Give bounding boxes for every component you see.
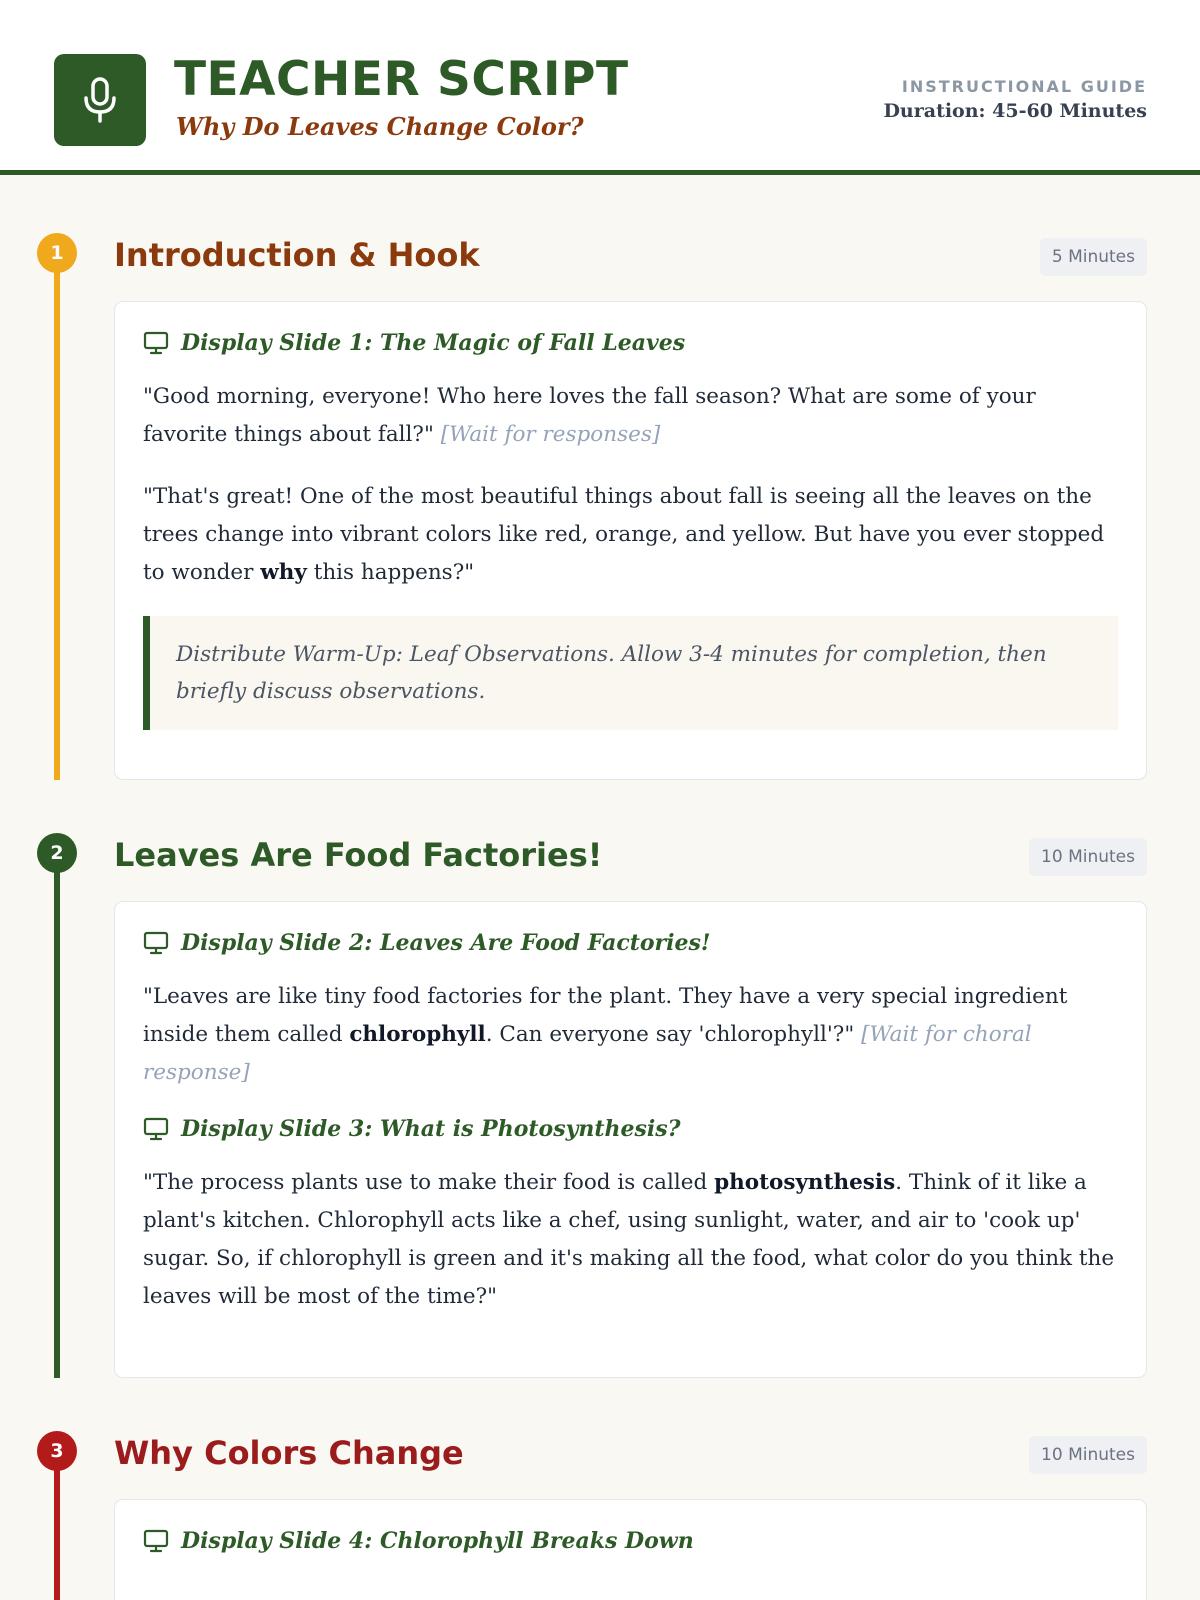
section-duration-2: 10 Minutes [1029,838,1147,876]
monitor-icon [143,1117,169,1141]
section-title-2: Leaves Are Food Factories! [114,836,603,874]
teacher-note: Distribute Warm-Up: Leaf Observations. Allow 3-4 minutes for completion, then briefly discuss observations. [143,616,1118,730]
teacher-cue: [Wait for choral response] [143,1022,1032,1085]
timeline-line-3 [54,1450,60,1600]
logo [54,54,146,146]
slide-cue [143,1116,1118,1142]
script-paragraph: "That's great! One of the most beautiful things about fall is seeing all the leaves on the trees change into vibrant colors like red, orange, and yellow. But have you ever stopped to wonder why this happens?" [143,484,1105,585]
monitor-icon [143,1529,169,1553]
slide-cue [143,330,1118,356]
slide-cue [143,1528,1118,1554]
section-number-1: 1 [37,233,77,273]
slide-label: Display Slide 3: What is Photosynthesis? [181,1116,681,1142]
timeline-line-2 [54,852,60,1378]
page-title: TEACHER SCRIPT [174,52,629,107]
section-title-1: Introduction & Hook [114,236,480,274]
section-card-2 [114,901,1147,1378]
timeline-line-1 [54,252,60,780]
section-duration-1: 5 Minutes [1040,238,1147,276]
script-paragraph: "Leaves are like tiny food factories for the plant. They have a very special ingredient inside them called chlorophyll. Can everyone say 'chlorophyll'?" [Wait for choral response] [143,984,1068,1085]
microphone-icon [80,76,120,124]
monitor-icon [143,331,169,355]
slide-label: Display Slide 1: The Magic of Fall Leaves [181,330,686,356]
section-number-2: 2 [37,833,77,873]
slide-cue [143,930,1118,956]
section-card-3 [114,1499,1147,1600]
page-subtitle: Why Do Leaves Change Color? [176,112,584,141]
section-card-1 [114,301,1147,780]
total-duration: Duration: 45-60 Minutes [883,100,1147,122]
teacher-cue: [Wait for responses] [440,422,661,447]
guide-label: INSTRUCTIONAL GUIDE [901,77,1147,96]
slide-label: Display Slide 4: Chlorophyll Breaks Down [181,1528,694,1554]
page-header [0,0,1200,175]
section-duration-3: 10 Minutes [1029,1436,1147,1474]
section-number-3: 3 [37,1431,77,1471]
monitor-icon [143,931,169,955]
slide-label: Display Slide 2: Leaves Are Food Factories! [181,930,711,956]
script-paragraph: "The process plants use to make their food is called photosynthesis. Think of it like a plant's kitchen. Chlorophyll acts like a chef, using sunlight, water, and air to 'cook up' sugar. So, if chlorophyll is green and it's making all the food, what color do you think the leaves will be most of the time?" [143,1170,1115,1309]
section-title-3: Why Colors Change [114,1434,464,1472]
script-paragraph: "Good morning, everyone! Who here loves the fall season? What are some of your favorite things about fall?" [Wait for responses] [143,384,1036,447]
